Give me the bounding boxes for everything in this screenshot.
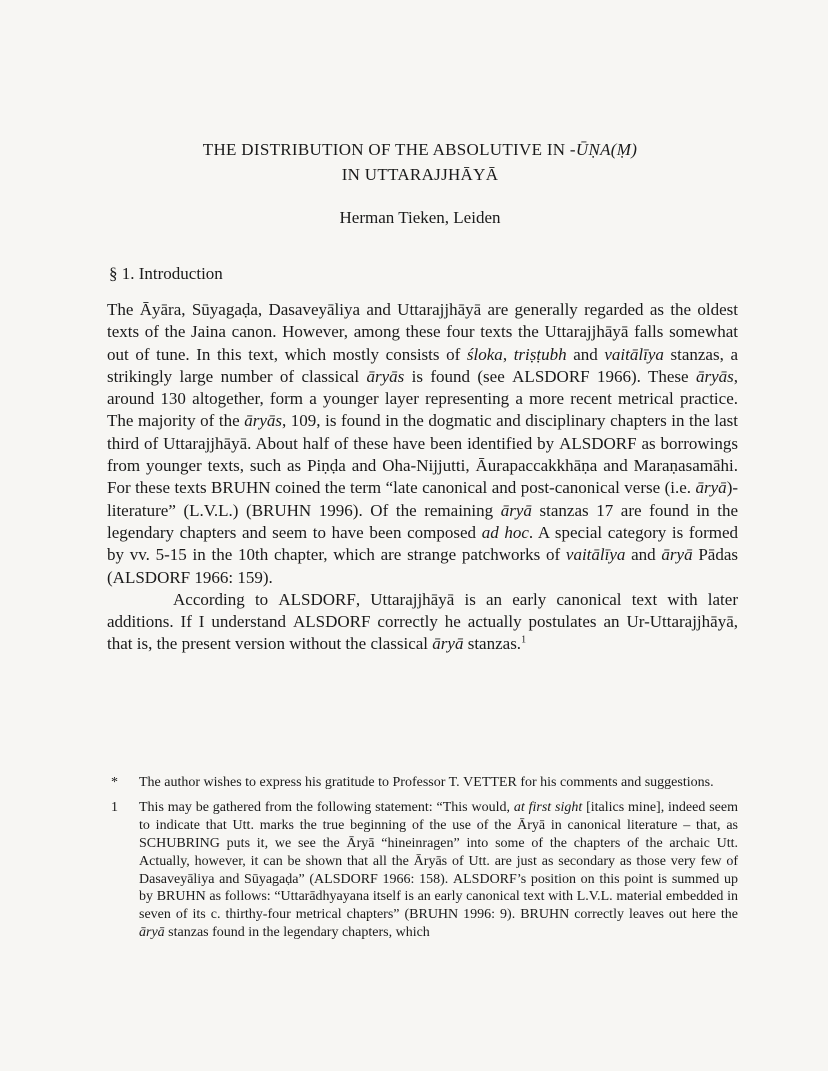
italic-run: āryās bbox=[366, 366, 405, 386]
title-line-1-prefix: THE DISTRIBUTION OF THE ABSOLUTIVE IN - bbox=[202, 140, 576, 159]
author-line: Herman Tieken, Leiden bbox=[339, 208, 501, 227]
text-run: and bbox=[625, 545, 662, 565]
text-run: The Āyāra, Sūyagaḍa, Dasaveyāliya and Uttarajjhāyā are generally regarded as the oldest texts of the Jaina canon. However, among these four texts the Uttarajjhāyā falls somewhat out of tune. In this text, which mostly consists of bbox=[107, 300, 738, 364]
text-run: correctly leaves out here the bbox=[569, 907, 738, 923]
italic-run: at first sight bbox=[513, 799, 583, 815]
text-run: stanzas found in the legendary chapters, which bbox=[164, 925, 430, 941]
footnote-mark: * bbox=[111, 775, 118, 790]
smallcaps-run: ALSDORF bbox=[278, 589, 356, 609]
footnote-text bbox=[139, 799, 738, 942]
text-run: for his comments and suggestions. bbox=[516, 775, 714, 790]
footnote-mark: 1 bbox=[111, 799, 118, 815]
section-heading: § 1. Introduction bbox=[109, 264, 223, 283]
text-run: [italics mine], indeed seem to indicate that Utt. marks the true beginning of the use of the Āryā in canonical literature – that, as bbox=[139, 799, 738, 833]
text-run: , bbox=[502, 344, 514, 364]
italic-run: vaitālīya bbox=[565, 545, 626, 565]
smallcaps-run: BRUHN bbox=[251, 500, 312, 520]
text-run: 1996). Of the remaining bbox=[311, 500, 501, 520]
paragraph-2 bbox=[107, 589, 738, 656]
smallcaps-run: SCHUBRING bbox=[139, 835, 220, 851]
italic-run: triṣṭubh bbox=[513, 344, 567, 364]
paragraph-1 bbox=[107, 299, 738, 589]
text-run: This may be gathered from the following statement: “This would, bbox=[139, 799, 514, 815]
text-run: stanzas. bbox=[463, 634, 522, 654]
italic-run: āryās bbox=[695, 366, 734, 386]
text-run: 1966). These bbox=[589, 366, 696, 386]
italic-run: ad hoc bbox=[481, 522, 529, 542]
text-run: The author wishes to express his gratitude to Professor T. bbox=[139, 775, 464, 790]
smallcaps-run: BRUHN bbox=[156, 889, 206, 905]
smallcaps-run: BRUHN bbox=[409, 907, 459, 923]
footnote-1 bbox=[107, 799, 738, 942]
text-run: ’s position on this point is summed up by bbox=[139, 871, 738, 905]
text-run: stanzas 17 are found in the legendary chapters and seem to have been composed bbox=[107, 500, 739, 542]
text-run: and bbox=[566, 344, 605, 364]
text-run: 1996: 9). bbox=[458, 907, 521, 923]
text-run: correctly he actually postulates an Ur-Uttarajjhāyā, that is, the present version without the classical bbox=[107, 612, 738, 654]
text-run: stanzas, a strikingly large number of classical bbox=[107, 344, 739, 386]
text-run: . A special category is formed by vv. 5-15 in the 10th chapter, which are strange patchworks of bbox=[107, 522, 738, 565]
text-run: as borrowings from younger texts, such as Piṇḍa and Oha-Nijjutti, Āurapaccakkhāṇa and Maraṇasamāhi. For these texts bbox=[107, 433, 738, 498]
text-run: coined the term “late canonical and post-canonical verse (i.e. bbox=[270, 478, 696, 498]
italic-run: āryā bbox=[500, 500, 532, 520]
smallcaps-run: ALSDORF bbox=[292, 612, 371, 632]
text-run: as follows: “Uttarādhyayana itself is an early canonical text with L.V.L. material embedded in seven of its c. thirthy-four metrical chapters” ( bbox=[139, 889, 739, 923]
text-run: Pādas ( bbox=[107, 545, 738, 587]
italic-run: āryā bbox=[661, 545, 693, 565]
italic-run: āryās bbox=[244, 411, 282, 431]
title-line-1 bbox=[100, 137, 740, 162]
italic-run: vaitālīya bbox=[604, 344, 664, 364]
footnote-star bbox=[107, 774, 738, 792]
text-run: , 109, is found in the dogmatic and disciplinary chapters in the last third of Uttarajjhāyā. About half of these have been identified by bbox=[107, 411, 738, 453]
smallcaps-run: BRUHN bbox=[211, 478, 271, 498]
smallcaps-run: ALSDORF bbox=[314, 871, 378, 887]
footnotes bbox=[107, 774, 738, 949]
text-run: 1966: 158). bbox=[377, 871, 454, 887]
title-line-1-suffix: ŪṆA(Ṃ) bbox=[575, 140, 638, 159]
title-line-2: IN UTTARAJJHĀYĀ bbox=[341, 165, 499, 184]
italic-run: āryā bbox=[432, 634, 464, 654]
footnote-ref: 1 bbox=[521, 634, 527, 646]
smallcaps-run: ALSDORF bbox=[112, 567, 191, 587]
smallcaps-run: ALSDORF bbox=[559, 433, 637, 453]
text-run: puts it, we see the Āryā “hineinragen” into some of the chapters of the archaic Utt. Actually, however, it can be shown that all the Āryās of Utt. are just as secondary as those very few of Dasaveyāliya and Sūyagaḍa” ( bbox=[139, 835, 738, 887]
footnote-text bbox=[139, 774, 738, 792]
italic-run: āryā bbox=[695, 478, 727, 498]
text-run: According to bbox=[173, 589, 279, 609]
smallcaps-run: VETTER bbox=[463, 775, 517, 790]
text-run: )-literature” (L.V.L.) ( bbox=[107, 478, 739, 520]
text-run: , Uttarajjhāyā is an early canonical text with later additions. If I understand bbox=[107, 589, 738, 632]
paper-title bbox=[100, 137, 740, 187]
body-text bbox=[107, 299, 738, 656]
smallcaps-run: BRUHN bbox=[520, 907, 570, 923]
italic-run: āryā bbox=[139, 925, 165, 941]
italic-run: śloka bbox=[466, 344, 503, 364]
text-run: 1966: 159). bbox=[190, 567, 273, 587]
text-run: , around 130 altogether, form a younger layer representing a more recent metrical practice. The majority of the bbox=[107, 366, 739, 431]
smallcaps-run: ALSDORF bbox=[453, 871, 517, 887]
smallcaps-run: ALSDORF bbox=[512, 366, 590, 386]
text-run: is found (see bbox=[404, 366, 513, 386]
